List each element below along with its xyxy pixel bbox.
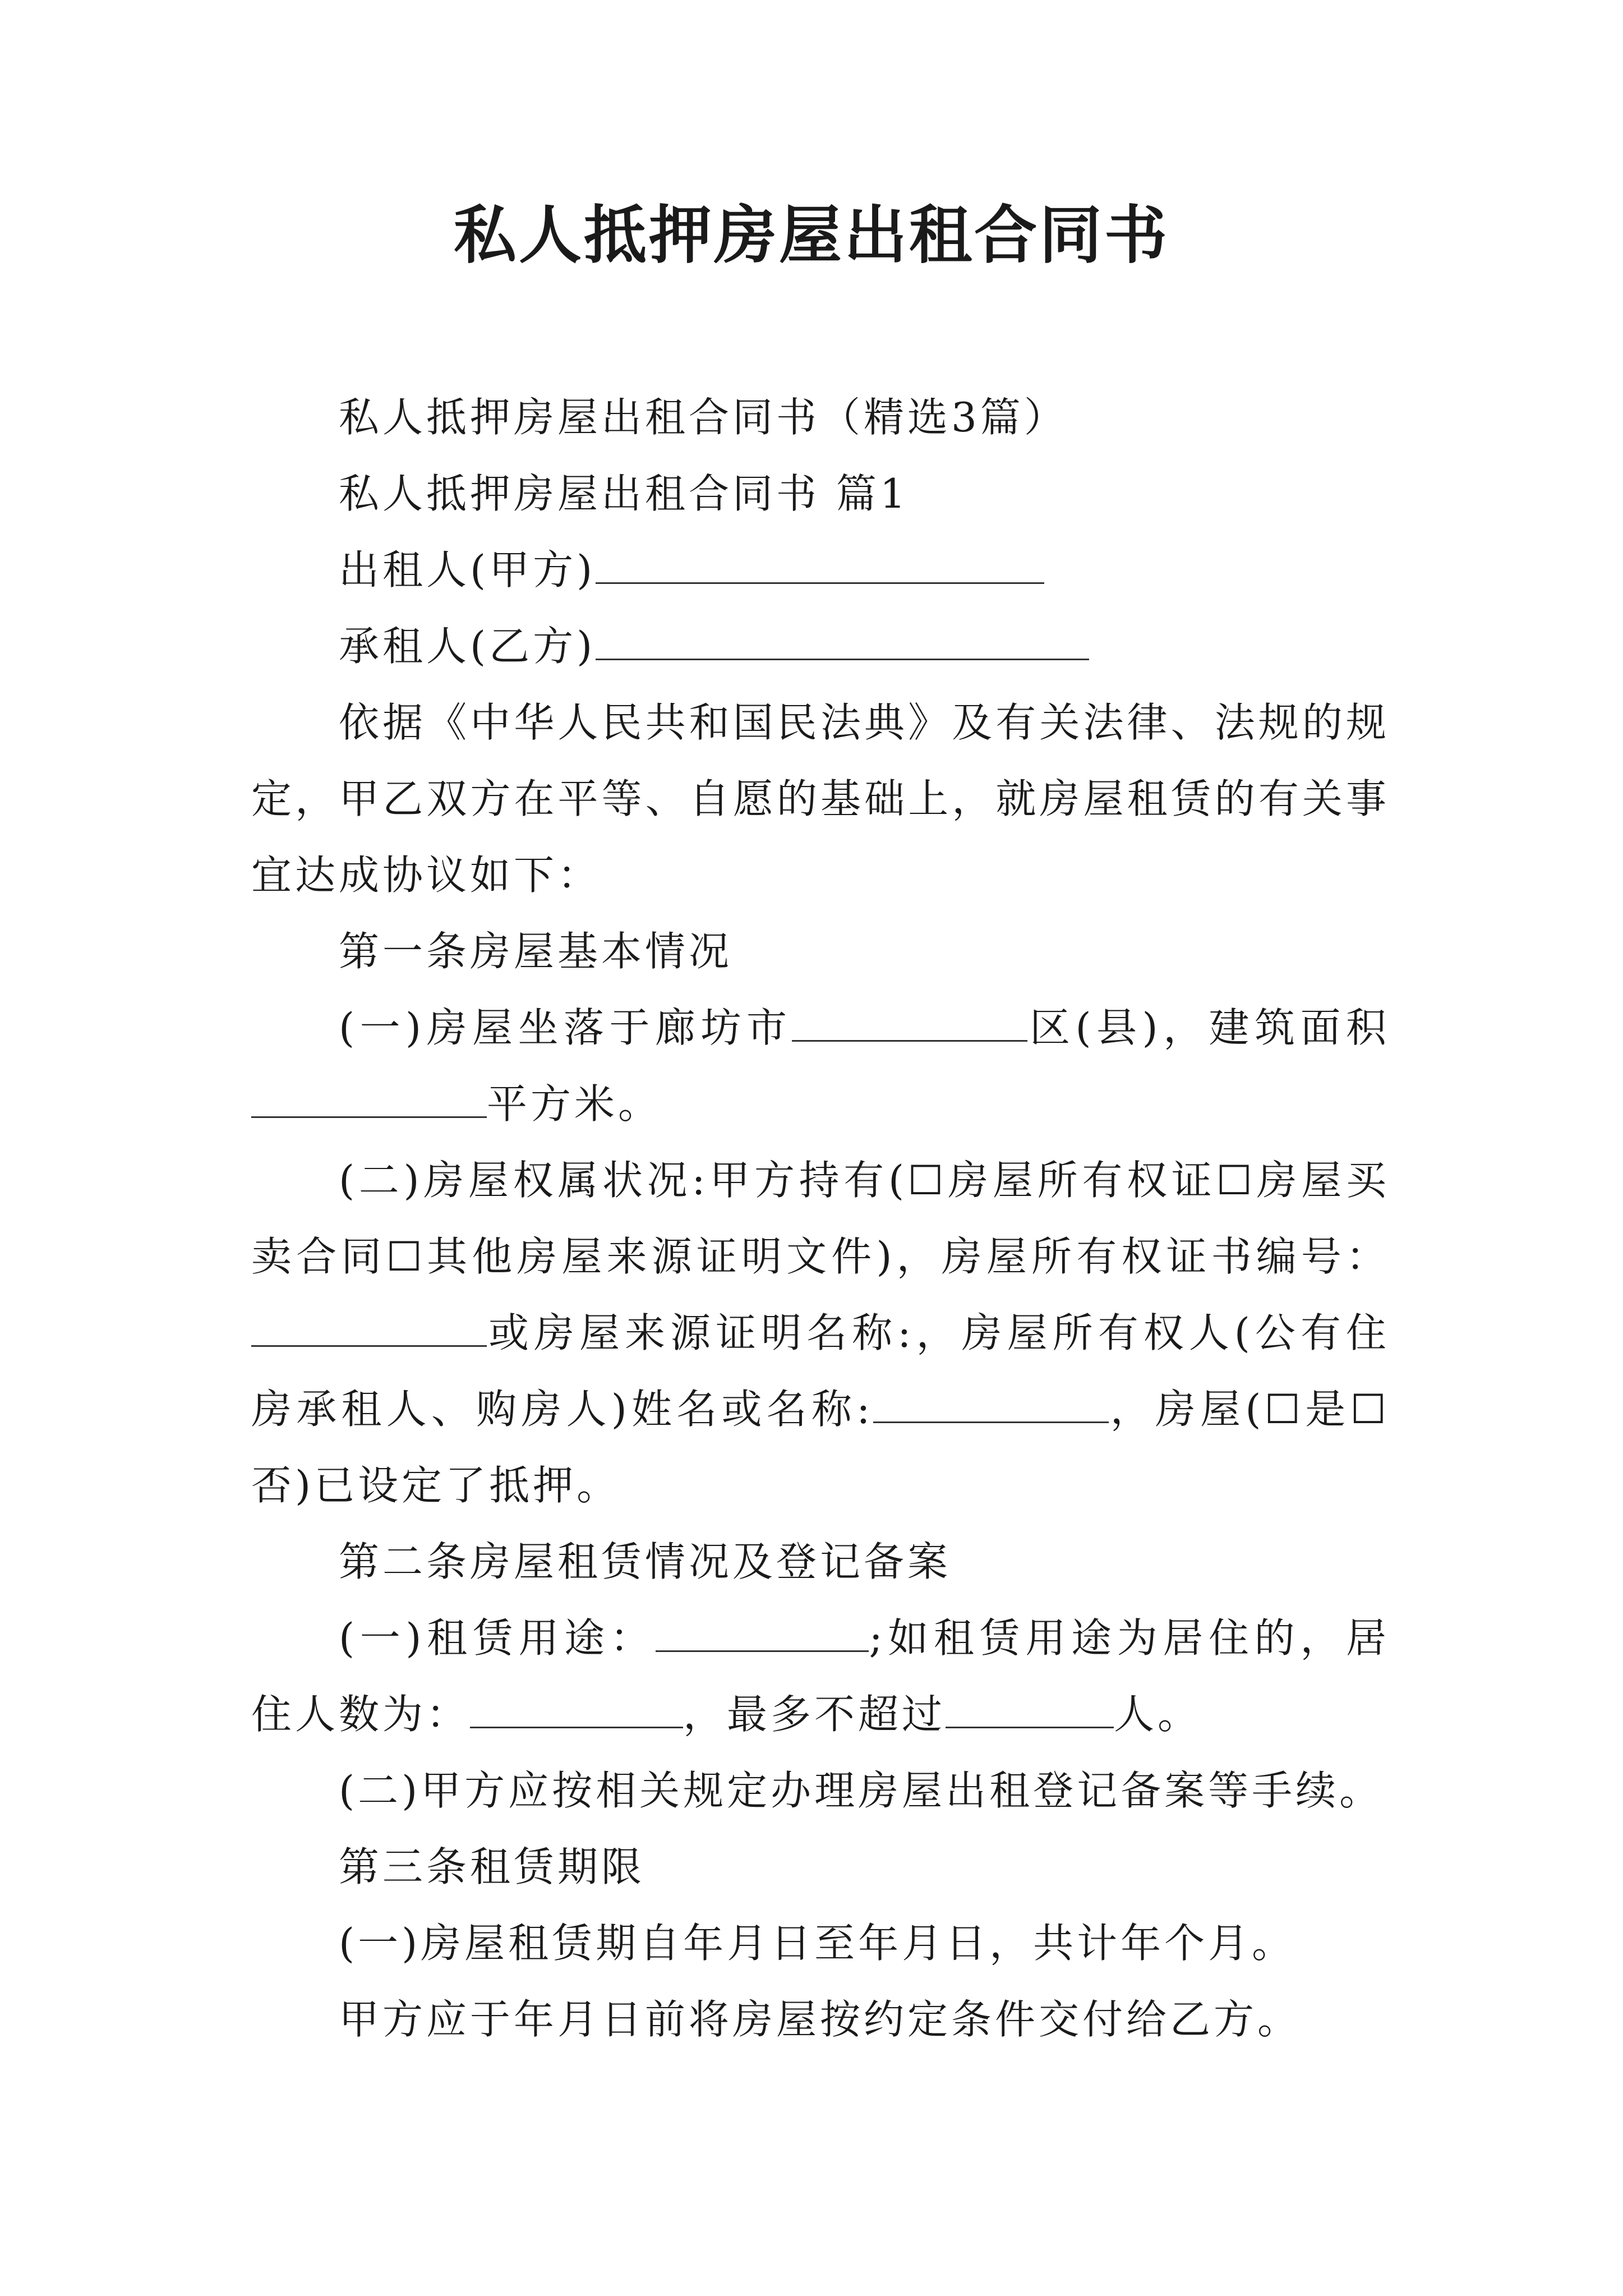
art3-1-text: (一)房屋租赁期自年月日至年月日，共计年个月。 [339,1920,1296,1967]
usage-blank [656,1617,869,1652]
lessor-label: 出租人(甲方) [339,546,596,593]
art2-1-text-c: ，最多不超过 [683,1691,946,1738]
article3-heading [251,1829,1390,1905]
part1-text: 私人抵押房屋出租合同书 篇1 [339,470,909,517]
article3-title: 第三条租赁期限 [339,1843,645,1890]
art2-1-text-d: 人。 [1114,1691,1202,1738]
certificate-number-blank [251,1312,487,1347]
article3-clause2 [251,1981,1390,2058]
art1-2-text-b: 或房屋来源证明名称:，房屋所有权人(公有住房承租人、购房人)姓名或名称: [251,1309,1390,1433]
article2-heading [251,1524,1390,1600]
preamble-text: 依据《中华人民共和国民法典》及有关法律、法规的规定，甲乙双方在平等、自愿的基础上，就房屋租赁的有关事宜达成协议如下： [251,699,1390,899]
art2-1-text-b: ;如租赁用途为居住的，居住人数为： [251,1614,1390,1738]
art1-1-text-a: (一)房屋坐落于廊坊市 [339,1004,792,1051]
art1-1-text-c: 平方米。 [487,1080,662,1128]
article1-heading [251,913,1390,990]
lessee-label: 承租人(乙方) [339,623,596,670]
document-title: 私人抵押房屋出租合同书 [454,199,1169,272]
article1-clause2 [251,1142,1390,1524]
art2-2-text: (二)甲方应按相关规定办理房屋出租登记备案等手续。 [339,1767,1384,1814]
lessor-blank [596,549,1044,584]
art1-2-text-c: ，房屋(☐是☐否)已设定了抵押。 [251,1386,1390,1509]
document-body [251,379,1390,2058]
subtitle-text: 私人抵押房屋出租合同书（精选3篇） [339,394,1068,441]
lessor-line [251,532,1390,608]
residents-blank [470,1693,683,1728]
article1-clause1 [251,990,1390,1142]
subtitle-line [251,379,1390,455]
part1-heading [251,455,1390,532]
area-blank [251,1083,487,1118]
lessee-blank [596,625,1089,660]
art2-1-text-a: (一)租赁用途： [339,1614,656,1662]
art3-2-text: 甲方应于年月日前将房屋按约定条件交付给乙方。 [339,1996,1302,2043]
max-residents-blank [946,1693,1114,1728]
preamble-paragraph [251,684,1390,913]
article3-clause1 [251,1905,1390,1981]
lessee-line [251,608,1390,684]
article2-clause2 [251,1752,1390,1829]
art1-2-text-a: (二)房屋权属状况:甲方持有(☐房屋所有权证☐房屋买卖合同☐其他房屋来源证明文件)，房屋所有权证书编号： [251,1157,1390,1280]
district-blank [792,1006,1027,1042]
article2-title: 第二条房屋租赁情况及登记备案 [339,1538,952,1585]
article1-title: 第一条房屋基本情况 [339,928,733,975]
owner-name-blank [873,1388,1109,1423]
art1-1-text-b: 区(县)，建筑面积 [1027,1004,1390,1051]
article2-clause1 [251,1600,1390,1752]
